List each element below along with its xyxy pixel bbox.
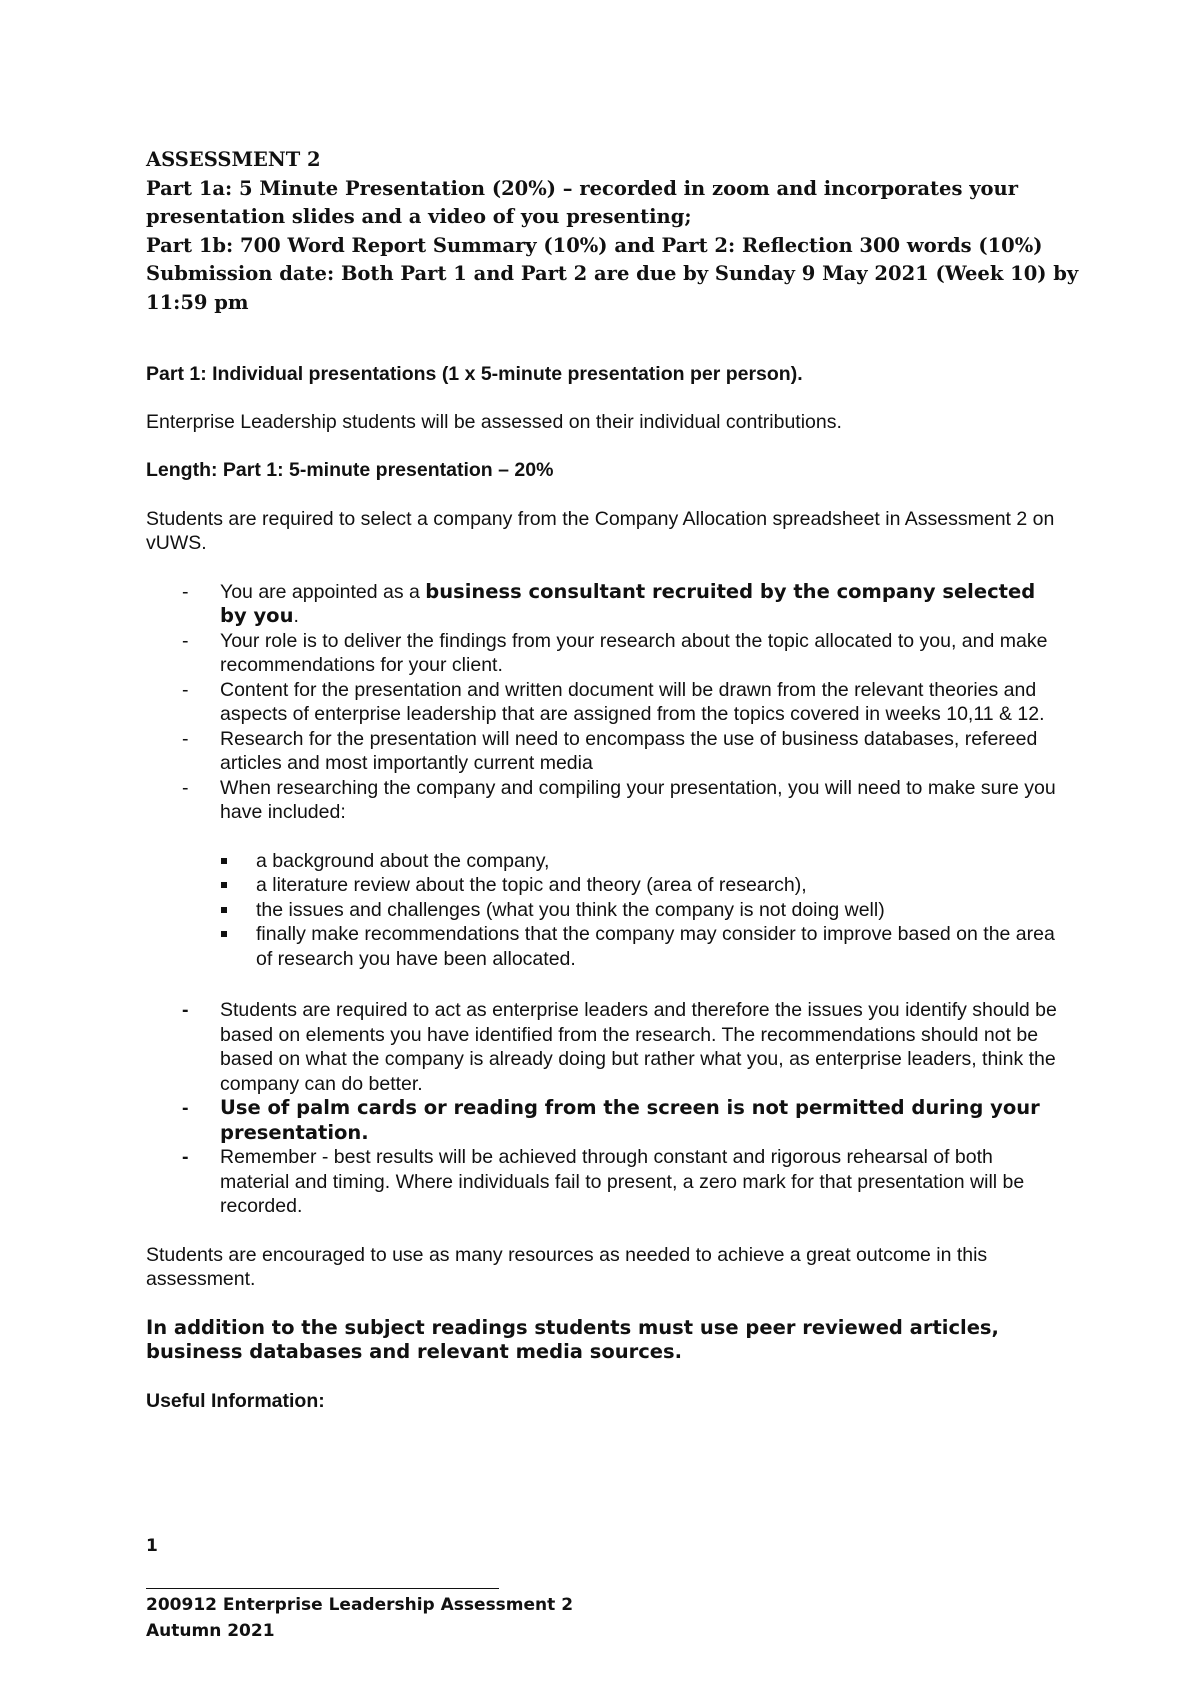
list-item-text: You are appointed as a [220,580,426,603]
sub-list-item [146,898,1066,923]
sub-list-item-text: a background about the company, [256,849,550,872]
sub-list-item-text: finally make recommendations that the company may consider to improve based on the area of research you have been allocated. [256,923,1055,970]
square-bullet [221,858,227,864]
square-bullet [221,907,227,913]
list-item-text: Your role is to deliver the findings from your research about the topic allocated to you, and make recommendations for your client. [220,629,1048,676]
list-item-text: Remember - best results will be achieved through constant and rigorous rehearsal of both material and timing. Where individuals fail to present, a zero mark for that presentation will be recorded. [220,1146,1025,1217]
expectations-list [146,998,1066,1219]
sub-list-item-text: the issues and challenges (what you think the company is not doing well) [256,898,885,921]
sub-list-item-text: a literature review about the topic and theory (area of research), [256,874,807,896]
header-line-submission: Submission date: Both Part 1 and Part 2 are due by Sunday 9 May 2021 (Week 10) by [146,262,1079,285]
encourage-paragraph: Students are encouraged to use as many resources as needed to achieve a great outcome in this assessment. [146,1243,988,1290]
useful-information-heading: Useful Information: [146,1389,325,1412]
part1-length: Length: Part 1: 5-minute presentation – 20% [146,459,554,481]
sub-list-item [146,849,1066,874]
part1-heading: Part 1: Individual presentations (1 x 5-minute presentation per person). [146,363,803,385]
list-item [146,629,1066,678]
footer-course: 200912 Enterprise Leadership Assessment 2 [146,1595,574,1615]
footer-divider [146,1588,499,1589]
dash-bullet: - [182,678,189,701]
list-item-emphasis: business consultant recruited by the company selected by you [220,579,1036,627]
document-body [146,362,1066,1413]
list-item-text: Content for the presentation and written document will be drawn from the relevant theories and aspects of enterprise leadership that are assigned from the topics covered in weeks 10,11 & 12. [220,678,1045,725]
list-item-text: Students are required to act as enterprise leaders and therefore the issues you identify should be based on elements you have identified from the research. The recommendations should not be based on what the company is already doing but rather what you, as enterprise leaders, think the company can do better. [220,999,1057,1095]
part1-select-company: Students are required to select a company from the Company Allocation spreadsheet in Assessment 2 on vUWS. [146,507,1055,554]
footer-term: Autumn 2021 [146,1621,275,1641]
dash-bullet: - [182,629,189,652]
square-bullet [221,931,227,937]
dash-bullet: - [182,727,189,750]
footer [146,1592,573,1644]
additional-sources-paragraph: In addition to the subject readings students must use peer reviewed articles, business databases and relevant media sources. [146,1315,999,1363]
header-line-time: 11:59 pm [146,290,249,314]
list-item [146,580,1066,629]
page-number: 1 [146,1536,158,1556]
dash-bullet: - [182,1097,189,1119]
header-line-part1b: Part 1b: 700 Word Report Summary (10%) and Part 2: Reflection 300 words (10%) [146,233,1043,257]
dash-bullet: - [182,999,189,1021]
list-item-text-bold: Use of palm cards or reading from the screen is not permitted during your presentation. [220,1096,1040,1144]
assessment-header [146,146,1079,317]
square-bullet [221,882,227,888]
list-item [146,1096,1066,1145]
header-line-part1a-cont: presentation slides and a video of you presenting; [146,205,692,228]
list-item [146,678,1066,727]
part1-intro: Enterprise Leadership students will be assessed on their individual contributions. [146,410,842,433]
requirements-list [146,580,1066,825]
sub-list-item [146,873,1066,898]
list-item [146,1145,1066,1219]
assessment-title: ASSESSMENT 2 [146,148,321,171]
sub-list-item [146,922,1066,971]
included-items-list [146,849,1066,972]
dash-bullet: - [182,1146,189,1168]
list-item [146,727,1066,776]
header-line-part1a: Part 1a: 5 Minute Presentation (20%) – recorded in zoom and incorporates your [146,176,1018,200]
dash-bullet: - [182,580,189,603]
list-item-text: Research for the presentation will need to encompass the use of business databases, refereed articles and most importantly current media [220,727,1038,774]
list-item [146,998,1066,1096]
dash-bullet: - [182,776,189,799]
list-item-text-end: . [293,605,299,627]
list-item-text: When researching the company and compiling your presentation, you will need to make sure you have included: [220,776,1056,823]
list-item [146,776,1066,825]
